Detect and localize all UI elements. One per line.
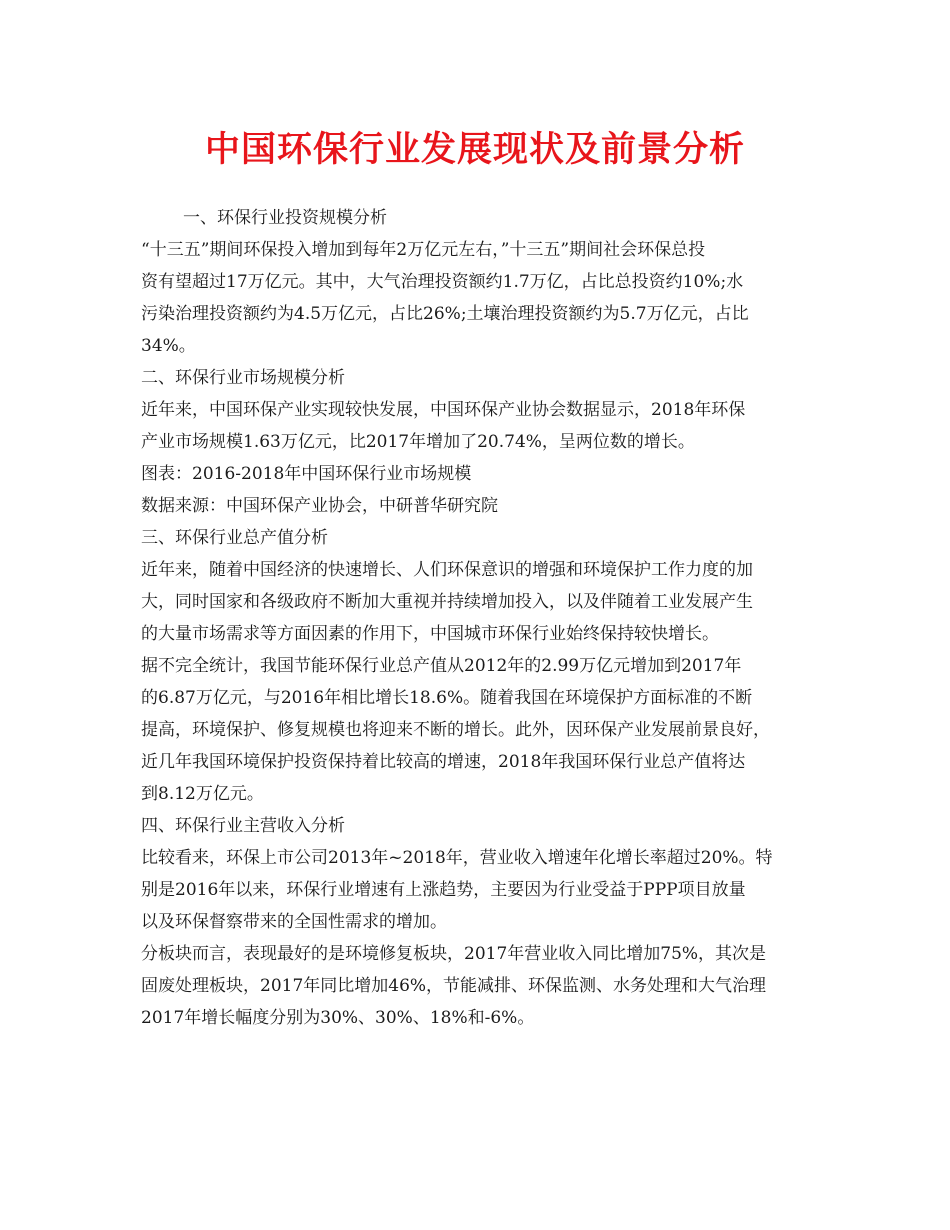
section-heading-market-size: 二、环保行业市场规模分析 [141,368,345,388]
paragraph-investment: “十三五”期间环保投入增加到每年2万亿元左右，”十三五”期间社会环保总投 资有望超过17万亿元。其中，大气治理投资额约1.7万亿，占比总投资约10%;水 污染治理投资额约为4.5万亿元，占比26%;土壤治理投资额约为5.7万亿元，占比 34%。 [141,240,749,356]
paragraph-output-value-1: 近年来，随着中国经济的快速增长、人们环保意识的增强和环境保护工作力度的加 大，同时国家和各级政府不断加大重视并持续增加投入，以及伴随着工业发展产生 的大量市场需求等方面因素的作用下，中国城市环保行业始终保持较快增长。 [141,560,753,644]
data-source: 数据来源：中国环保产业协会，中研普华研究院 [141,496,498,516]
section-heading-revenue: 四、环保行业主营收入分析 [141,816,345,836]
paragraph-revenue-1: 比较看来，环保上市公司2013年~2018年，营业收入增速年化增长率超过20%。特 别是2016年以来，环保行业增速有上涨趋势，主要因为行业受益于PPP项目放量 以及环保督察带来的全国性需求的增加。 [141,848,773,932]
paragraph-output-value-2: 据不完全统计，我国节能环保行业总产值从2012年的2.99万亿元增加到2017年 的6.87万亿元，与2016年相比增长18.6%。随着我国在环境保护方面标准的不断 提高，环境保护、修复规模也将迎来不断的增长。此外，因环保产业发展前景良好， 近几年我国环境保护投资保持着比较高的增速，2018年我国环保行业总产值将达 到8.12万亿元。 [141,656,770,804]
paragraph-market-size: 近年来，中国环保产业实现较快发展，中国环保产业协会数据显示，2018年环保 产业市场规模1.63万亿元，比2017年增加了20.74%，呈两位数的增长。 [141,400,746,452]
document-title: 中国环保行业发展现状及前景分析 [204,130,745,170]
document-body [141,202,815,1034]
figure-caption: 图表：2016-2018年中国环保行业市场规模 [141,464,472,484]
paragraph-revenue-2: 分板块而言，表现最好的是环境修复板块，2017年营业收入同比增加75%，其次是 固废处理板块，2017年同比增加46%，节能减排、环保监测、水务处理和大气治理 2017年增长幅度分别为30%、30%、18%和-6%。 [141,944,767,1028]
section-heading-output-value: 三、环保行业总产值分析 [141,528,328,548]
section-heading-investment: 一、环保行业投资规模分析 [183,208,387,228]
